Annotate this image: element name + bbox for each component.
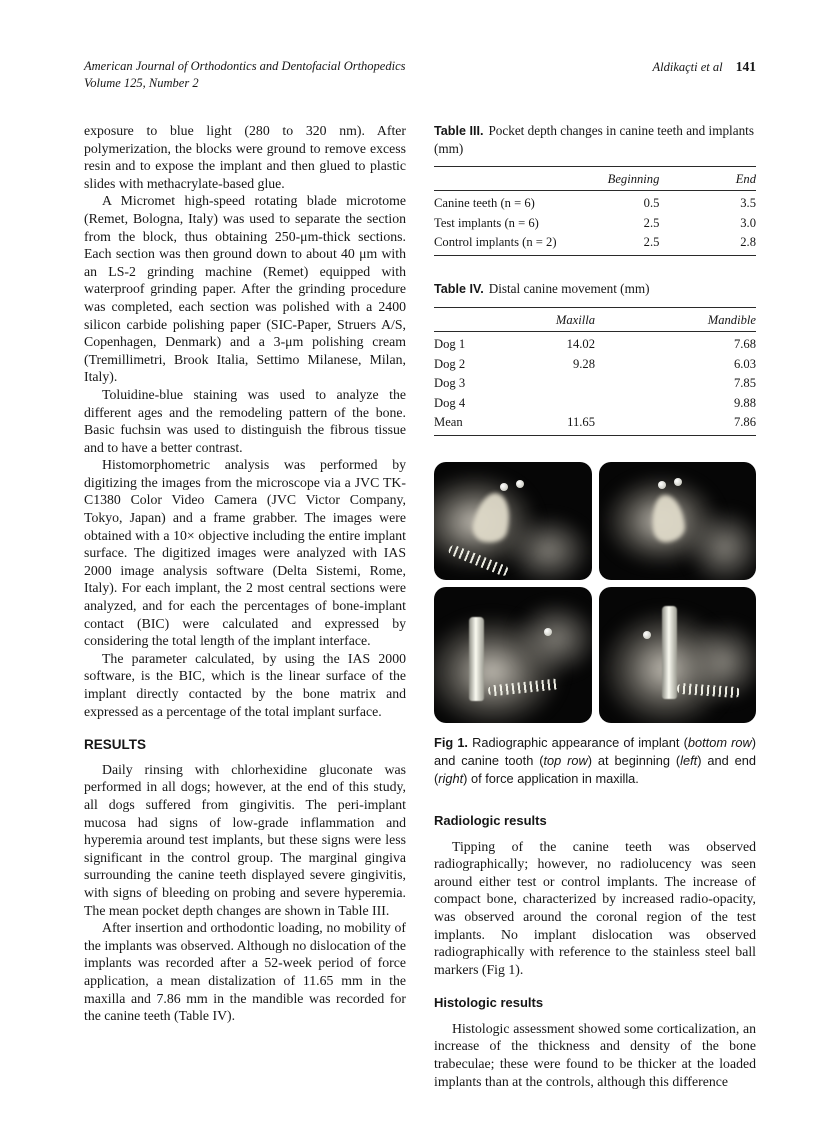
- right-column: [434, 122, 756, 1090]
- table-header-cell: End: [659, 167, 756, 191]
- table-row: [434, 393, 756, 412]
- table-row: [434, 191, 756, 213]
- table-iv: [434, 280, 756, 436]
- table-cell: 2.5: [579, 233, 660, 256]
- caption-text: ) of force application in maxilla.: [463, 771, 639, 787]
- journal-volume: Volume 125, Number 2: [84, 75, 199, 90]
- paragraph: A Micromet high-speed rotating blade microtome (Remet, Bologna, Italy) was used to separate the section from the block, thus obtaining 250-μm-thick sections. Each section was then ground down to about 40 μm with an LS-2 grinding machine (Remet) equipped with waterproof grinding paper. After the grinding procedure was completed, each section was polished with a 2400 silicon carbide polishing paper (SIC-Paper, Struers A/S, Copenhagen, Denmark) and a 3-μm polishing cream (Tremillimetri, Brook Italia, Settimo Milanese, Milan, Italy).: [84, 193, 406, 385]
- table-iii-label: Table III.: [434, 124, 484, 138]
- ball-marker: [516, 480, 524, 488]
- table-cell: Test implants (n = 6): [434, 215, 539, 230]
- caption-text: Radiographic appearance of implant (: [468, 735, 688, 751]
- paragraph: Histomorphometric analysis was performed by digitizing the images from the microscope via a JVC TK-C1380 Color Video Camera (JVC Victor Company, Tokyo, Japan) and a frame grabber. The images were obtained with a 10× objective including the entire implant surface. The digitized images were analyzed with IAS 2000 image analysis software (Delta Sistemi, Rome, Italy). For each implant, the 2 most central sections were analyzed, and for each the percentages of bone-implant contact (BIC) were calculated and expressed by considering the total length of the implant interface.: [84, 457, 406, 649]
- ball-marker: [674, 478, 682, 486]
- table-cell: Canine teeth (n = 6): [434, 196, 535, 211]
- figure-1: [434, 462, 756, 788]
- caption-text-italic: right: [438, 771, 464, 787]
- paragraph: Daily rinsing with chlorhexidine gluconate was performed in all dogs; however, at the end of this study, all dogs suffered from gingivitis. The peri-implant mucosa had signs of low-grade inflammation and hyperemia around test implants, but these signs were less significant in the control group. The marginal gingiva surrounding the canine teeth displayed severe gingivitis, with signs of bleeding on probing and severe hyperemia. The mean pocket depth changes are shown in Table III.: [84, 761, 406, 918]
- table-cell: Mean: [434, 412, 515, 435]
- radiograph-grid: [434, 462, 756, 723]
- radiograph-canine-beginning: [434, 462, 592, 580]
- running-authors: Aldikaçti et al: [652, 60, 723, 74]
- table-cell: 0.5: [643, 196, 660, 211]
- table-iii: [434, 122, 756, 256]
- ball-marker: [643, 631, 651, 639]
- table-header-cell: [434, 308, 515, 332]
- table-row: [434, 213, 756, 232]
- table-cell: 7.68: [733, 337, 756, 352]
- table-cell: 11.65: [515, 412, 596, 435]
- caption-text: ) and end (: [434, 753, 757, 787]
- table-cell: 9.28: [572, 356, 595, 371]
- section-heading-radiologic: Radiologic results: [434, 812, 547, 828]
- table-row: [434, 332, 756, 354]
- table-row: [434, 412, 756, 435]
- paragraph: Tipping of the canine teeth was observed radiographically; however, no radiolucency was seen around either test or control implants. The increase of compact bone, characterized by increased radio-opacity, was observed around the coronal region of the test implants. No implant dislocation was observed radiographically with reference to the stainless steel ball markers (Fig 1).: [434, 838, 756, 977]
- table-header-cell: Mandible: [595, 308, 756, 332]
- paragraph: exposure to blue light (280 to 320 nm). After polymerization, the blocks were ground to remove excess resin and to expose the implant and then glued to plastic slides with methacrylate-based glue.: [84, 123, 406, 191]
- table-header-cell: [434, 167, 579, 191]
- paragraph: Toluidine-blue staining was used to analyze the different ages and the remodeling pattern of the bone. Basic fuchsin was used to distinguish the fibrous tissue and to have a better contrast.: [84, 386, 406, 455]
- caption-text: ) at beginning (: [587, 753, 681, 769]
- table-header-cell: Maxilla: [515, 308, 596, 332]
- table-header-row: [434, 167, 756, 191]
- table-cell: 3.0: [740, 215, 756, 230]
- paragraph: After insertion and orthodontic loading, no mobility of the implants was observed. Although no dislocation of the implants was recorded after a 52-week period of force application, a mean distalization of 11.65 mm in the maxilla and 7.86 mm in the mandible was recorded for the canine teeth (Table IV).: [84, 920, 406, 1024]
- radiograph-canine-end: [599, 462, 757, 580]
- radiograph-implant-beginning: [434, 587, 592, 723]
- table-cell: Dog 4: [434, 395, 466, 410]
- table-iii-grid: [434, 166, 756, 256]
- table-cell: 3.5: [740, 196, 756, 211]
- table-cell: 7.86: [595, 412, 756, 435]
- table-row: [434, 233, 756, 256]
- table-cell: 14.02: [566, 337, 595, 352]
- table-cell: [515, 374, 596, 393]
- figure-label: Fig 1.: [434, 735, 468, 751]
- table-header-row: [434, 308, 756, 332]
- caption-text-italic: top row: [543, 753, 588, 769]
- table-cell: 6.03: [733, 356, 756, 371]
- implant-shape: [662, 606, 677, 698]
- section-heading-histologic: Histologic results: [434, 995, 544, 1011]
- table-cell: Control implants (n = 2): [434, 233, 579, 256]
- left-column: [84, 122, 406, 1090]
- table-cell: Dog 3: [434, 376, 466, 391]
- table-iv-title: Distal canine movement (mm): [488, 281, 650, 297]
- two-column-body: [84, 122, 756, 1090]
- table-cell: 9.88: [733, 395, 756, 410]
- journal-info: [84, 58, 406, 92]
- bone-shading: [505, 515, 592, 580]
- table-cell: Dog 2: [434, 356, 466, 371]
- radiograph-implant-end: [599, 587, 757, 723]
- table-row: [434, 374, 756, 393]
- caption-text-italic: bottom row: [687, 735, 752, 751]
- table-cell: 2.5: [643, 215, 660, 230]
- table-row: [434, 354, 756, 373]
- journal-title: American Journal of Orthodontics and Dentofacial Orthopedics: [84, 59, 406, 73]
- page-header: [84, 58, 756, 92]
- table-header-cell: Beginning: [579, 167, 660, 191]
- table-iii-caption: [434, 122, 756, 157]
- figure-1-caption: [434, 734, 756, 788]
- table-iii-title: Pocket depth changes in canine teeth and implants (mm): [434, 123, 754, 156]
- page-number: 141: [735, 59, 756, 74]
- table-cell: 2.8: [659, 233, 756, 256]
- table-cell: Dog 1: [434, 337, 466, 352]
- bone-shading: [513, 601, 592, 676]
- paragraph: Histologic assessment showed some corticalization, an increase of the thickness and density of the bone trabeculae; these were found to be thicker at the loaded implants than at the controls, although this difference: [434, 1020, 756, 1089]
- section-heading-results: RESULTS: [84, 737, 147, 753]
- caption-text-italic: left: [680, 753, 698, 769]
- table-iv-grid: [434, 307, 756, 436]
- table-cell: [515, 393, 596, 412]
- caption-text: ) and canine tooth (: [434, 735, 756, 769]
- paragraph: The parameter calculated, by using the IAS 2000 software, is the BIC, which is the linear surface of the implant directly contacted by the bone matrix and expressed as a percentage of the total implant surface.: [84, 650, 406, 719]
- table-iv-caption: [434, 280, 756, 298]
- bone-shading: [685, 509, 756, 580]
- table-cell: 7.85: [733, 376, 756, 391]
- table-iv-label: Table IV.: [434, 282, 484, 297]
- running-head: [653, 58, 757, 76]
- implant-shape: [469, 617, 484, 701]
